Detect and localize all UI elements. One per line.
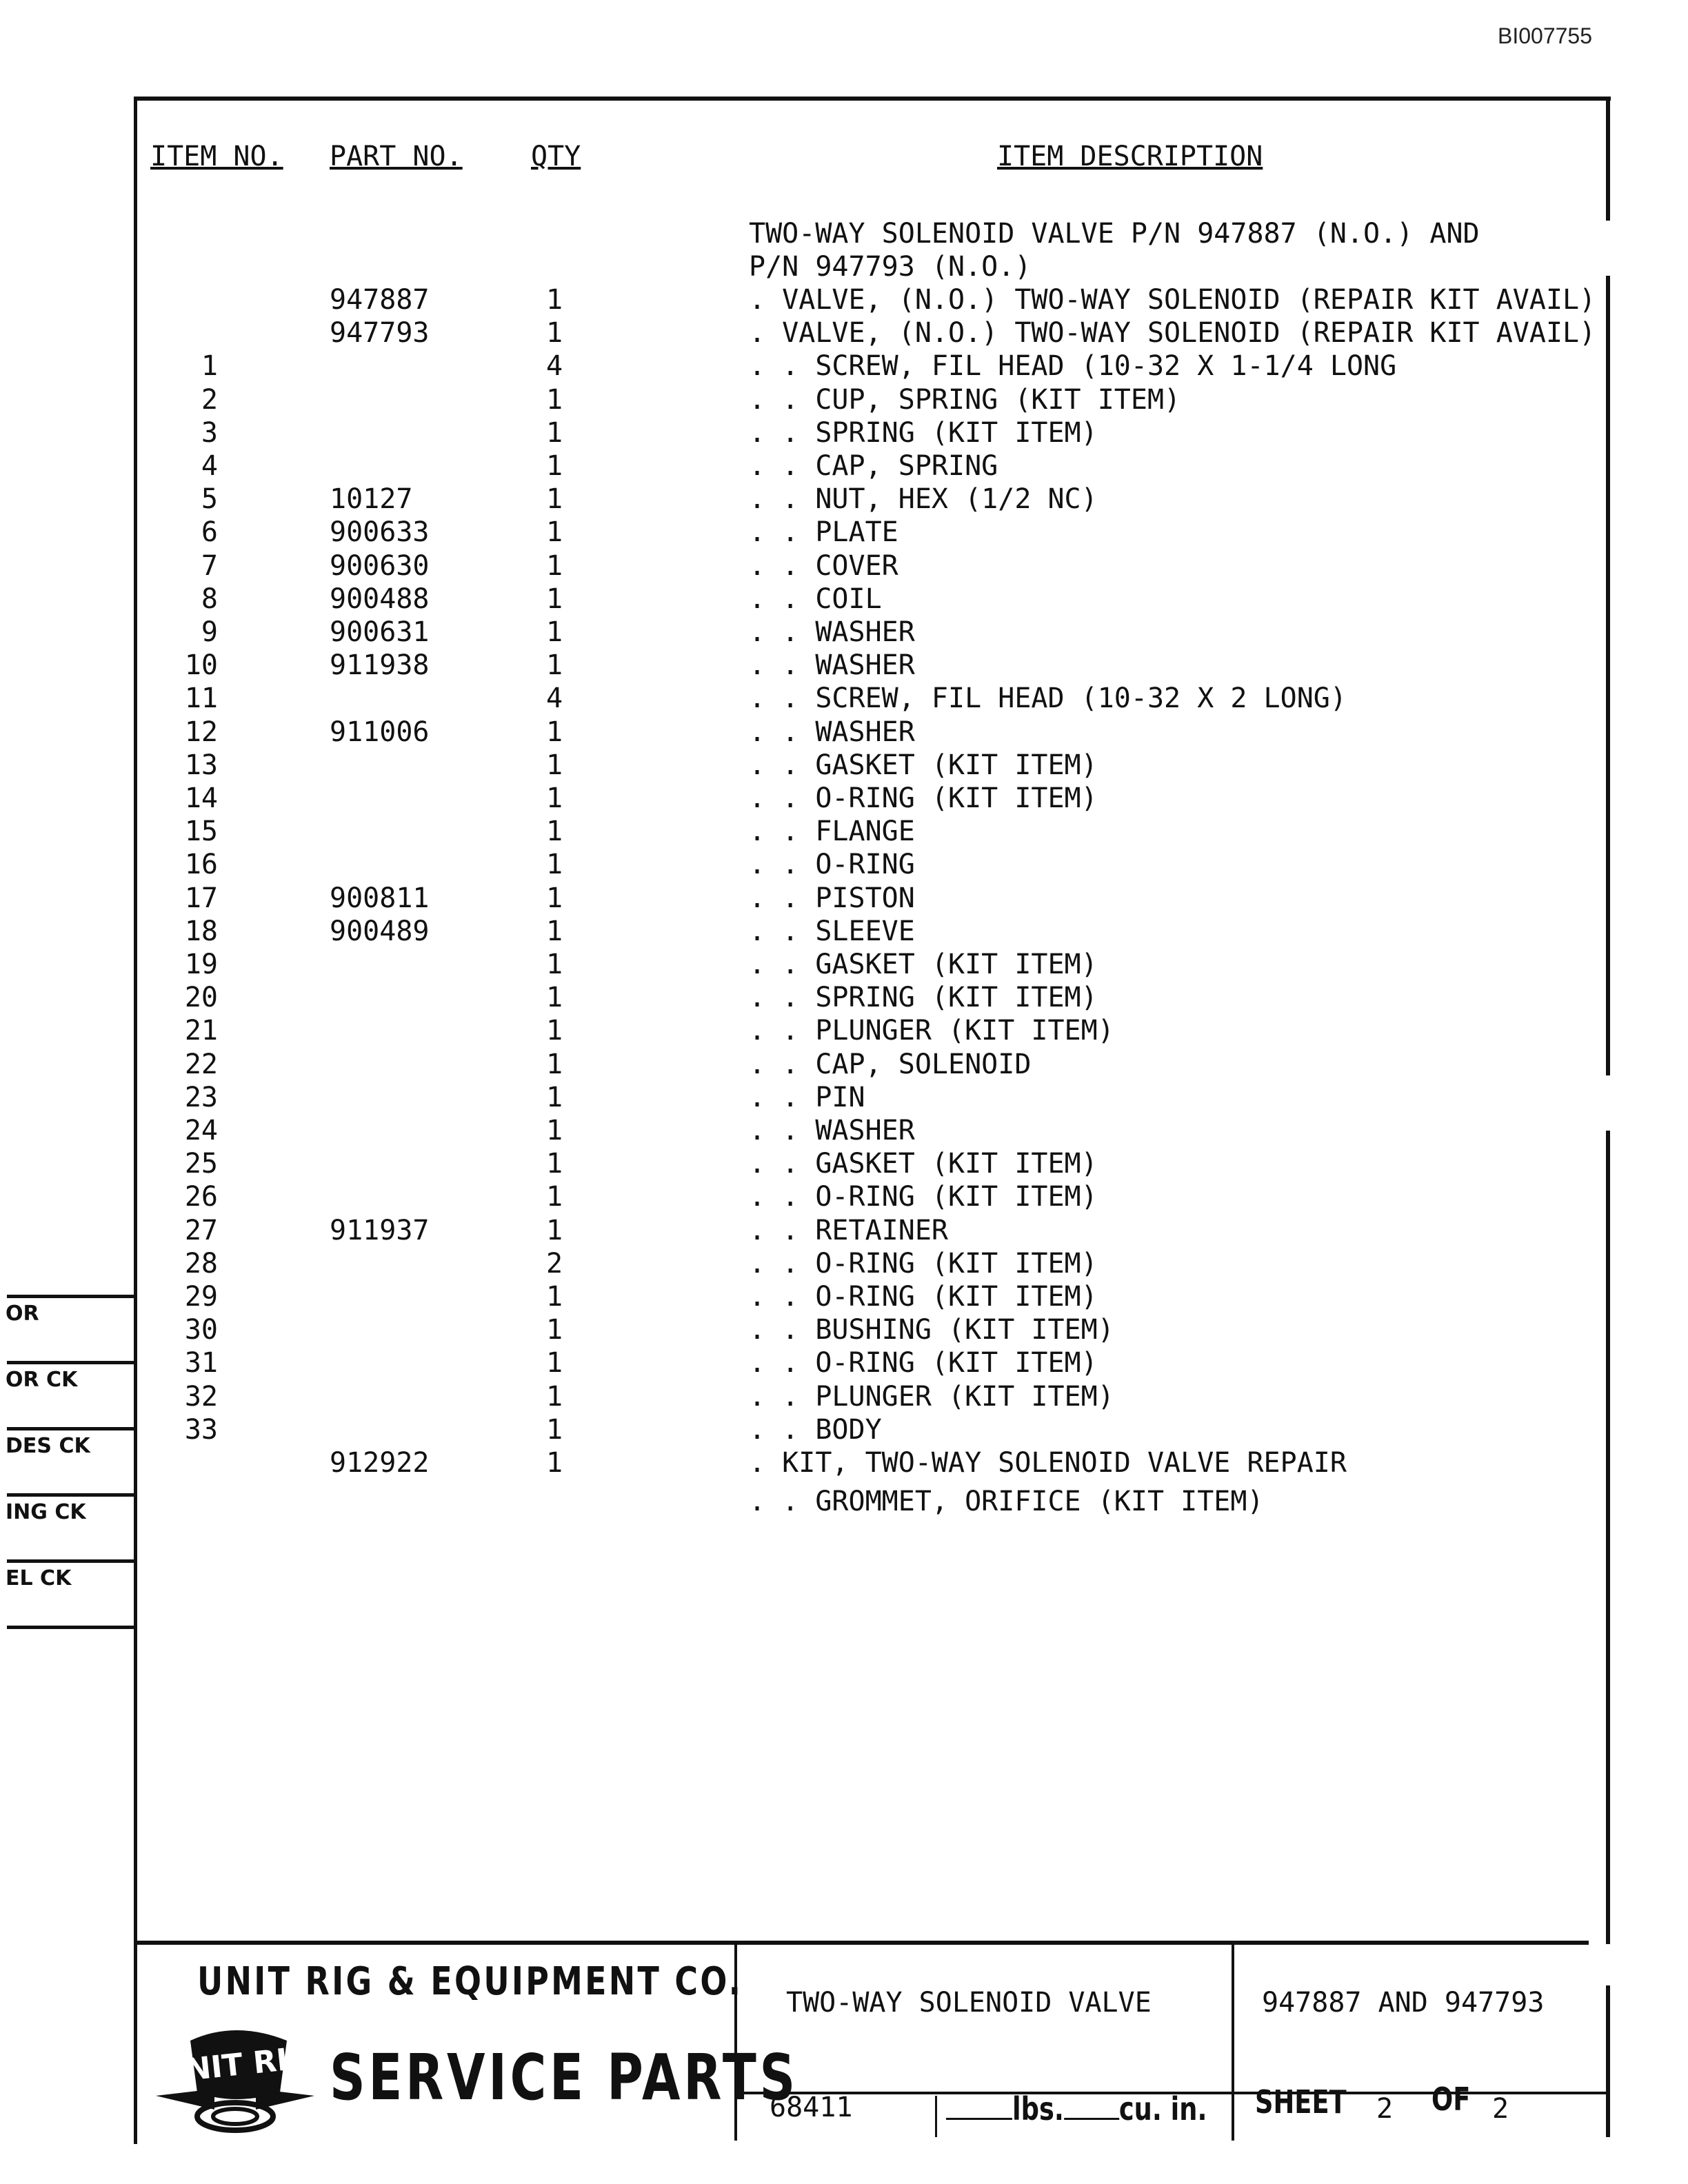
item-number-cell: 18 xyxy=(184,915,218,947)
description-cell: . . GROMMET, ORIFICE (KIT ITEM) xyxy=(749,1486,1264,1518)
item-number-cell: 31 xyxy=(184,1347,218,1379)
side-label: EL CK xyxy=(6,1566,72,1590)
item-number-cell: 29 xyxy=(184,1281,218,1313)
quantity-cell: 1 xyxy=(545,549,563,582)
quantity-cell: 1 xyxy=(545,1115,563,1146)
quantity-cell: 1 xyxy=(545,1281,563,1313)
quantity-cell: 1 xyxy=(545,1015,563,1047)
quantity-cell: 1 xyxy=(545,1048,563,1080)
description-cell: . . CUP, SPRING (KIT ITEM) xyxy=(749,383,1181,416)
quantity-cell: 1 xyxy=(545,583,563,615)
description-cell: . VALVE, (N.O.) TWO-WAY SOLENOID (REPAIR KIT AVAIL) xyxy=(749,284,1596,316)
assembly-title-line-2 xyxy=(0,251,1032,284)
description-cell: . . O-RING (KIT ITEM) xyxy=(749,1181,1098,1213)
item-number-cell: 28 xyxy=(184,1247,218,1280)
description-cell: . . BODY xyxy=(749,1413,882,1446)
quantity-cell: 1 xyxy=(545,915,563,947)
side-rule xyxy=(7,1626,137,1629)
side-label: ING CK xyxy=(6,1500,86,1524)
quantity-cell: 4 xyxy=(545,350,563,383)
side-label: OR CK xyxy=(6,1368,78,1392)
part-number-cell: 10127 xyxy=(330,483,413,516)
item-number-cell: 23 xyxy=(184,1081,218,1113)
item-number-cell: 17 xyxy=(184,882,218,914)
description-cell: . . WASHER xyxy=(749,616,915,648)
description-cell: . . PIN xyxy=(749,1081,865,1113)
item-number-cell: 1 xyxy=(201,350,218,383)
description-cell: . . O-RING (KIT ITEM) xyxy=(749,1281,1098,1313)
frame-top-border xyxy=(134,97,1611,101)
quantity-cell: 1 xyxy=(545,1447,563,1479)
quantity-cell: 1 xyxy=(545,416,563,449)
quantity-cell: 1 xyxy=(545,716,563,748)
item-number-cell: 11 xyxy=(184,682,218,715)
document-id: BI007755 xyxy=(1498,23,1593,48)
title-block-divider xyxy=(1232,1941,1234,2141)
header-item-no: ITEM NO. xyxy=(150,141,283,172)
part-number-cell: 900488 xyxy=(330,583,430,615)
item-number-cell: 33 xyxy=(184,1413,218,1446)
quantity-cell: 1 xyxy=(545,849,563,881)
part-number-cell: 911006 xyxy=(330,716,430,748)
description-cell: . . COIL xyxy=(749,583,882,615)
description-cell: . . GASKET (KIT ITEM) xyxy=(749,1148,1098,1180)
header-item-description: ITEM DESCRIPTION xyxy=(997,141,1263,172)
item-number-cell: 16 xyxy=(184,849,218,881)
sheet-number: 2 xyxy=(1376,2093,1394,2125)
description-cell: . . GASKET (KIT ITEM) xyxy=(749,949,1098,980)
description-cell: . . WASHER xyxy=(749,1115,915,1146)
description-cell: . . WASHER xyxy=(749,716,915,748)
quantity-cell: 1 xyxy=(545,450,563,482)
item-number-cell: 27 xyxy=(184,1214,218,1246)
weight-blank xyxy=(946,2094,1012,2120)
side-rule xyxy=(7,1361,137,1364)
part-number-cell: 947793 xyxy=(330,317,430,350)
description-cell: . . PISTON xyxy=(749,882,915,914)
description-cell: . . CAP, SPRING xyxy=(749,450,998,482)
item-number-cell: 26 xyxy=(184,1181,218,1213)
quantity-cell: 1 xyxy=(545,1413,563,1446)
side-label: OR xyxy=(6,1302,39,1326)
service-parts-label: SERVICE PARTS xyxy=(330,2041,798,2114)
item-number-cell: 12 xyxy=(184,716,218,748)
frame-right-border xyxy=(1606,1985,1610,2137)
item-number-cell: 24 xyxy=(184,1115,218,1146)
title-block-divider xyxy=(935,2096,937,2137)
item-number-cell: 10 xyxy=(184,649,218,682)
side-rule xyxy=(7,1427,137,1430)
item-number-cell: 15 xyxy=(184,816,218,848)
side-rule xyxy=(7,1295,137,1298)
description-cell: . . PLUNGER (KIT ITEM) xyxy=(749,1380,1114,1413)
logo-text: UNIT RIG xyxy=(159,2039,314,2091)
of-label: OF xyxy=(1431,2081,1471,2118)
assembly-title-text: P/N 947793 (N.O.) xyxy=(749,251,1032,283)
quantity-cell: 1 xyxy=(545,949,563,980)
quantity-cell: 1 xyxy=(545,749,563,781)
quantity-cell: 1 xyxy=(545,816,563,848)
quantity-cell: 1 xyxy=(545,317,563,350)
part-number-cell: 900811 xyxy=(330,882,430,914)
description-cell: . . FLANGE xyxy=(749,816,915,848)
part-number-cell: 900631 xyxy=(330,616,430,648)
quantity-cell: 2 xyxy=(545,1247,563,1280)
quantity-cell: 1 xyxy=(545,1081,563,1113)
description-cell: . . PLUNGER (KIT ITEM) xyxy=(749,1015,1114,1047)
unit-rig-logo xyxy=(149,2020,321,2137)
description-cell: . . SCREW, FIL HEAD (10-32 X 1-1/4 LONG xyxy=(749,350,1397,383)
description-cell: . . BUSHING (KIT ITEM) xyxy=(749,1314,1114,1346)
weight-field xyxy=(946,2090,1207,2127)
item-number-cell: 14 xyxy=(184,782,218,814)
quantity-cell: 1 xyxy=(545,483,563,516)
item-number-cell: 3 xyxy=(201,416,218,449)
part-number-cell: 912922 xyxy=(330,1447,430,1479)
side-label: DES CK xyxy=(6,1434,90,1458)
item-number-cell: 19 xyxy=(184,949,218,980)
quantity-cell: 1 xyxy=(545,1214,563,1246)
part-number-cell: 900489 xyxy=(330,915,430,947)
quantity-cell: 1 xyxy=(545,1314,563,1346)
description-cell: . . COVER xyxy=(749,549,898,582)
frame-right-border xyxy=(1606,276,1610,1075)
item-number-cell: 9 xyxy=(201,616,218,648)
header-part-no: PART NO. xyxy=(330,141,463,172)
cu-in-label: cu. in. xyxy=(1118,2090,1207,2127)
sheet-total: 2 xyxy=(1492,2093,1509,2125)
frame-right-border xyxy=(1606,97,1610,221)
lbs-label: lbs. xyxy=(1012,2090,1064,2127)
item-number-cell: 25 xyxy=(184,1148,218,1180)
part-numbers: 947887 AND 947793 xyxy=(1262,1987,1545,2019)
item-number-cell: 7 xyxy=(201,549,218,582)
quantity-cell: 1 xyxy=(545,516,563,549)
item-number-cell: 32 xyxy=(184,1380,218,1413)
side-rule xyxy=(7,1559,137,1563)
drawing-number: 68411 xyxy=(770,2092,853,2123)
description-cell: . . RETAINER xyxy=(749,1214,948,1246)
description-cell: . . PLATE xyxy=(749,516,898,549)
quantity-cell: 1 xyxy=(545,1380,563,1413)
description-cell: . . O-RING (KIT ITEM) xyxy=(749,782,1098,814)
part-number-cell: 911937 xyxy=(330,1214,430,1246)
quantity-cell: 1 xyxy=(545,1347,563,1379)
part-number-cell: 900633 xyxy=(330,516,430,549)
quantity-cell: 1 xyxy=(545,284,563,316)
quantity-cell: 1 xyxy=(545,649,563,682)
description-cell: . . GASKET (KIT ITEM) xyxy=(749,749,1098,781)
assembly-title-text: TWO-WAY SOLENOID VALVE P/N 947887 (N.O.) AND xyxy=(749,218,1480,250)
quantity-cell: 1 xyxy=(545,616,563,648)
item-number-cell: 13 xyxy=(184,749,218,781)
quantity-cell: 1 xyxy=(545,882,563,914)
item-number-cell: 5 xyxy=(201,483,218,516)
description-cell: . VALVE, (N.O.) TWO-WAY SOLENOID (REPAIR KIT AVAIL) xyxy=(749,317,1596,350)
description-cell: . . SCREW, FIL HEAD (10-32 X 2 LONG) xyxy=(749,682,1347,715)
description-cell: . KIT, TWO-WAY SOLENOID VALVE REPAIR xyxy=(749,1447,1347,1479)
assembly-title-line-1 xyxy=(0,218,1480,251)
description-cell: . . O-RING xyxy=(749,849,915,881)
description-cell: . . O-RING (KIT ITEM) xyxy=(749,1247,1098,1280)
side-rule xyxy=(7,1493,137,1497)
item-number-cell: 20 xyxy=(184,982,218,1014)
title-block-top-border xyxy=(134,1941,1589,1945)
header-qty: QTY xyxy=(531,141,581,172)
quantity-cell: 4 xyxy=(545,682,563,715)
item-number-cell: 22 xyxy=(184,1048,218,1080)
quantity-cell: 1 xyxy=(545,1181,563,1213)
item-number-cell: 8 xyxy=(201,583,218,615)
item-number-cell: 4 xyxy=(201,450,218,482)
sheet-label: SHEET xyxy=(1255,2083,1347,2121)
description-cell: . . CAP, SOLENOID xyxy=(749,1048,1032,1080)
description-cell: . . O-RING (KIT ITEM) xyxy=(749,1347,1098,1379)
quantity-cell: 1 xyxy=(545,383,563,416)
quantity-cell: 1 xyxy=(545,982,563,1014)
volume-blank xyxy=(1064,2094,1119,2120)
item-number-cell: 21 xyxy=(184,1015,218,1047)
part-title: TWO-WAY SOLENOID VALVE xyxy=(786,1987,1152,2019)
item-number-cell: 30 xyxy=(184,1314,218,1346)
part-number-cell: 947887 xyxy=(330,284,430,316)
part-number-cell: 911938 xyxy=(330,649,430,682)
description-cell: . . NUT, HEX (1/2 NC) xyxy=(749,483,1098,516)
quantity-cell: 1 xyxy=(545,1148,563,1180)
quantity-cell: 1 xyxy=(545,782,563,814)
item-number-cell: 6 xyxy=(201,516,218,549)
description-cell: . . SPRING (KIT ITEM) xyxy=(749,982,1098,1014)
description-cell: . . SLEEVE xyxy=(749,915,915,947)
part-number-cell: 900630 xyxy=(330,549,430,582)
company-name: UNIT RIG & EQUIPMENT CO. xyxy=(197,1959,743,2004)
description-cell: . . SPRING (KIT ITEM) xyxy=(749,416,1098,449)
frame-right-border xyxy=(1606,1131,1610,1944)
description-cell: . . WASHER xyxy=(749,649,915,682)
item-number-cell: 2 xyxy=(201,383,218,416)
